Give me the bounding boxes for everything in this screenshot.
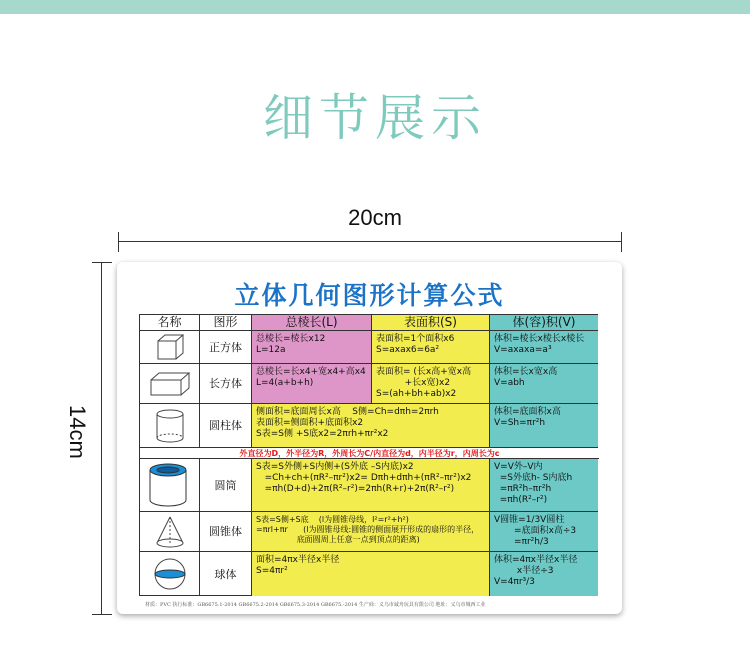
surface-cylinder: 侧面积=底面周长x高 S侧=Ch=dπh=2πrh 表面积=侧面积+底面积x2 S表=S侧 +S底x2=2πrh+πr²x2: [252, 404, 490, 448]
sphere-icon: [152, 556, 188, 592]
row-name-tube: 圆筒: [200, 459, 252, 512]
figure-sphere: [140, 552, 200, 596]
row-name-cuboid: 长方体: [200, 364, 252, 404]
header-edge: 总棱长(L): [252, 315, 372, 331]
row-name-cylinder: 圆柱体: [200, 404, 252, 448]
width-label: 20cm: [348, 205, 402, 230]
card-title: 立体几何图形计算公式: [234, 281, 505, 310]
row-name-cube: 正方体: [200, 331, 252, 364]
height-label: 14cm: [65, 405, 90, 459]
width-dimension-line: [118, 241, 622, 242]
header-name: 名称: [140, 315, 200, 331]
volume-cuboid: 体积=长x宽x高 V=abh: [490, 364, 598, 404]
header-surface: 表面积(S): [372, 315, 490, 331]
dimension-note: 外直径为D，外半径为R，外周长为C/内直径为d，内半径为r，内周长为c: [140, 448, 599, 459]
cylinder-icon: [153, 408, 187, 444]
header-volume: 体(容)积(V): [490, 315, 598, 331]
figure-cone: [140, 512, 200, 552]
figure-cuboid: [140, 364, 200, 404]
volume-cube: 体积=棱长x棱长x棱长 V=axaxa=a³: [490, 331, 598, 364]
figure-cube: [140, 331, 200, 364]
volume-tube: V=V外–V内 =S外底h- S内底h =πR²h–πr²h =πh(R²–r²): [490, 459, 598, 512]
surface-cone: S表=S侧+S底 (l为圆锥母线，l²=r²+h²) =πrl+πr (l为圆锥母线:圆锥的侧面展开形成的扇形的半径， 底面圆周上任意一点到顶点的距离): [252, 512, 490, 552]
row-name-sphere: 球体: [200, 552, 252, 596]
figure-cylinder: [140, 404, 200, 448]
cuboid-icon: [148, 371, 192, 397]
surface-sphere: 面积=4πx半径x半径 S=4πr²: [252, 552, 490, 596]
formula-card: [117, 262, 622, 614]
header-figure: 图形: [200, 315, 252, 331]
height-dimension-line: [101, 262, 102, 615]
cube-icon: [155, 333, 185, 361]
width-tick-right: [621, 232, 622, 252]
volume-cylinder: 体积=底面积x高 V=Sh=πr²h: [490, 404, 598, 448]
volume-sphere: 体积=4πx半径x半径 x半径÷3 V=4πr³/3: [490, 552, 598, 596]
edge-cube: 总棱长=棱长x12 L=12a: [252, 331, 372, 364]
figure-tube: [140, 459, 200, 512]
page-heading: 细节展示: [263, 89, 487, 147]
surface-tube: S表=S外侧+S内侧+(S外底 –S内底)x2 =Ch+ch+(πR²–πr²)x2= Dπh+dπh+(πR²–πr²)x2 =πh(D+d)+2π(R²–r²)=2πh(R+r)+2π(R²–r²): [252, 459, 490, 512]
card-footer: 材质：PVC 执行标准：GB6675.1-2014 GB6675.2-2014 GB6675.3-2014 GB6675.-2014 生产商：义乌市诚舟玩具有限公司 地址：义乌市城西工业: [145, 602, 486, 608]
cone-icon: [153, 515, 187, 549]
top-banner-stripe: [0, 0, 750, 14]
surface-cube: 表面积=1个面积x6 S=axax6=6a²: [372, 331, 490, 364]
tube-icon: [146, 462, 194, 508]
height-tick-bottom: [92, 614, 112, 615]
volume-cone: V圆锥=1/3V圆柱 =底面积x高÷3 =πr²h/3: [490, 512, 598, 552]
row-name-cone: 圆锥体: [200, 512, 252, 552]
edge-cuboid: 总棱长=长x4+宽x4+高x4 L=4(a+b+h): [252, 364, 372, 404]
height-tick-top: [92, 262, 112, 263]
width-tick-left: [118, 232, 119, 252]
surface-cuboid: 表面积= (长x高+宽x高 +长x宽)x2 S=(ah+bh+ab)x2: [372, 364, 490, 404]
formula-table: [139, 314, 598, 596]
